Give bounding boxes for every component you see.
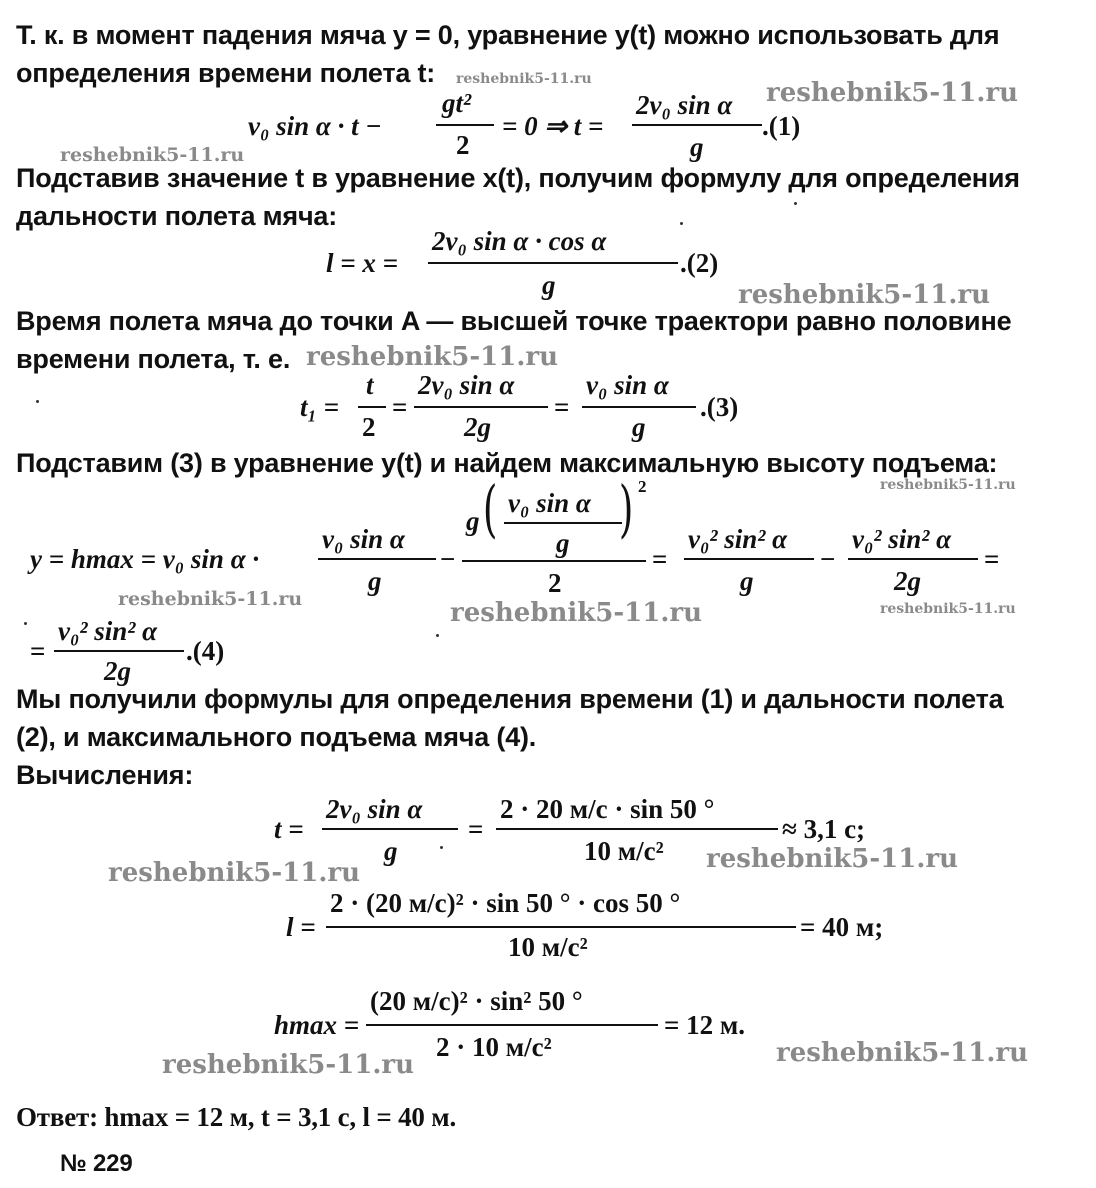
calc-l-result: = 40 м; [800, 912, 884, 942]
eq4-equals-2: = [984, 544, 1000, 574]
eq3-frac3-numerator: v₀ sin α [586, 370, 669, 400]
eq4-frac3-bar [684, 558, 814, 560]
eq1-frac2-denominator: g [690, 132, 704, 162]
eq1-tag: .(1) [762, 111, 801, 141]
eq2-lhs: l = x = [326, 248, 399, 278]
eq3-equals-2: = [554, 392, 570, 422]
scan-speck [440, 846, 443, 849]
eq4-frac4-numerator: v₀² sin² α [852, 524, 952, 554]
watermark: reshebnik5-11.ru [306, 342, 559, 372]
paragraph-5-line-1: Мы получили формулы для определения времени (1) и дальности полета [16, 684, 1004, 714]
watermark: reshebnik5-11.ru [108, 858, 361, 888]
calc-t-frac2-numerator: 2 · 20 м/с · sin 50 ° [500, 794, 715, 824]
watermark: reshebnik5-11.ru [766, 78, 1019, 108]
eq1-frac2-numerator: 2v₀ sin α [636, 90, 733, 120]
eq4-frac2-inner-denominator: g [556, 528, 570, 558]
calc-t-equals: = [468, 814, 484, 844]
calc-t-frac1-bar [322, 828, 458, 830]
eq2-bar [428, 262, 678, 264]
eq3-tag: .(3) [700, 392, 739, 422]
scan-speck [24, 622, 27, 625]
eq4-frac4-bar [848, 558, 978, 560]
eq3-frac1-numerator: t [366, 370, 374, 400]
calc-h-result: = 12 м. [664, 1010, 746, 1040]
eq3-frac3-denominator: g [632, 412, 646, 442]
eq4-frac2-bar [462, 560, 646, 562]
eq1-mid: = 0 ⇒ t = [502, 111, 604, 141]
eq4-frac1-bar [318, 558, 436, 560]
paragraph-5-line-2: (2), и максимального подъема мяча (4). [16, 722, 537, 752]
paragraph-2-line-1: Подставив значение t в уравнение x(t), получим формулу для определения [16, 163, 1020, 193]
eq2-tag: .(2) [680, 248, 719, 278]
eq1-frac1-bar [436, 124, 494, 126]
calc-t-lhs: t = [274, 814, 304, 844]
eq4-minus-2: − [820, 544, 836, 574]
watermark: reshebnik5-11.ru [776, 1038, 1029, 1068]
scan-speck [36, 400, 39, 403]
eq4-minus-1: − [440, 544, 456, 574]
eq4-frac2-inner-numerator: v₀ sin α [508, 488, 591, 518]
paragraph-1-line-1: Т. к. в момент падения мяча y = 0, уравнение y(t) можно использовать для [16, 20, 1000, 50]
eq4-frac1-numerator: v₀ sin α [322, 524, 405, 554]
scan-speck [794, 202, 797, 205]
watermark: reshebnik5-11.ru [162, 1050, 415, 1080]
watermark: reshebnik5-11.ru [118, 588, 303, 610]
watermark: reshebnik5-11.ru [456, 71, 592, 87]
eq3-frac1-denominator: 2 [362, 412, 376, 442]
eq4-frac5-bar [54, 650, 184, 652]
calc-t-frac2-bar [496, 828, 778, 830]
watermark: reshebnik5-11.ru [880, 601, 1016, 617]
calc-l-denominator: 10 м/с² [508, 932, 588, 962]
scan-speck [436, 634, 439, 637]
calculations-heading: Вычисления: [16, 760, 194, 790]
eq4-equals-1: = [652, 544, 668, 574]
eq4-tag: .(4) [186, 636, 225, 666]
eq4-continuation-equals: = [30, 636, 46, 666]
calc-h-bar [366, 1024, 658, 1026]
calc-t-result: ≈ 3,1 с; [782, 814, 866, 844]
eq3-equals-1: = [392, 392, 408, 422]
watermark: reshebnik5-11.ru [738, 280, 991, 310]
eq1-frac1-denominator: 2 [456, 130, 470, 160]
paragraph-3-line-1: Время полета мяча до точки A — высшей точке траектори равно половине [16, 306, 1012, 336]
paragraph-2-line-2: дальности полета мяча: [16, 201, 338, 231]
eq4-square-exponent: 2 [638, 477, 647, 496]
watermark: reshebnik5-11.ru [880, 477, 1016, 493]
eq3-frac2-denominator: 2g [464, 412, 491, 442]
eq4-frac3-numerator: v₀² sin² α [688, 524, 788, 554]
eq4-frac4-denominator: 2g [894, 566, 921, 596]
eq1-frac2-bar [632, 124, 762, 126]
calc-h-denominator: 2 · 10 м/с² [436, 1032, 552, 1062]
eq4-frac5-denominator: 2g [104, 656, 131, 686]
eq4-frac5-numerator: v₀² sin² α [58, 616, 158, 646]
calc-l-bar [326, 926, 796, 928]
eq1-lhs: v₀ sin α · t − [248, 111, 382, 141]
calc-t-frac2-denominator: 10 м/с² [584, 836, 664, 866]
paragraph-3-line-2: времени полета, т. е. [16, 344, 291, 374]
eq4-right-paren: ) [618, 472, 634, 545]
watermark: reshebnik5-11.ru [706, 844, 959, 874]
eq4-frac2-denominator: 2 [548, 568, 562, 598]
eq2-numerator: 2v₀ sin α · cos α [432, 226, 607, 256]
calc-l-lhs: l = [286, 912, 316, 942]
eq4-frac2-g: g [466, 506, 480, 536]
watermark: reshebnik5-11.ru [450, 598, 703, 628]
eq4-frac3-denominator: g [740, 566, 754, 596]
eq4-lhs: y = hmax = v₀ sin α · [30, 544, 260, 574]
eq3-lhs: t₁ = [300, 392, 340, 422]
eq4-frac1-denominator: g [368, 566, 382, 596]
eq4-frac2-inner-bar [504, 522, 622, 524]
calc-t-frac1-denominator: g [384, 836, 398, 866]
eq3-frac2-bar [414, 406, 548, 408]
eq3-frac2-numerator: 2v₀ sin α [418, 370, 515, 400]
eq2-denominator: g [542, 270, 556, 300]
scan-speck [680, 222, 683, 225]
eq3-frac3-bar [582, 406, 696, 408]
eq4-left-paren: ( [482, 472, 498, 545]
paragraph-1-line-2: определения времени полета t: [16, 58, 436, 88]
calc-t-frac1-numerator: 2v₀ sin α [326, 794, 423, 824]
calc-l-numerator: 2 · (20 м/с)² · sin 50 ° · cos 50 ° [330, 888, 681, 918]
watermark: reshebnik5-11.ru [60, 144, 245, 166]
next-problem-number: № 229 [60, 1150, 133, 1177]
eq3-frac1-bar [358, 406, 386, 408]
calc-h-numerator: (20 м/с)² · sin² 50 ° [370, 986, 583, 1016]
paragraph-4-line-1: Подставим (3) в уравнение y(t) и найдем максимальную высоту подъема: [16, 448, 998, 478]
answer-line: Ответ: hmax = 12 м, t = 3,1 с, l = 40 м. [16, 1102, 457, 1132]
calc-h-lhs: hmax = [274, 1010, 360, 1040]
eq1-frac1-numerator: gt² [442, 88, 472, 118]
